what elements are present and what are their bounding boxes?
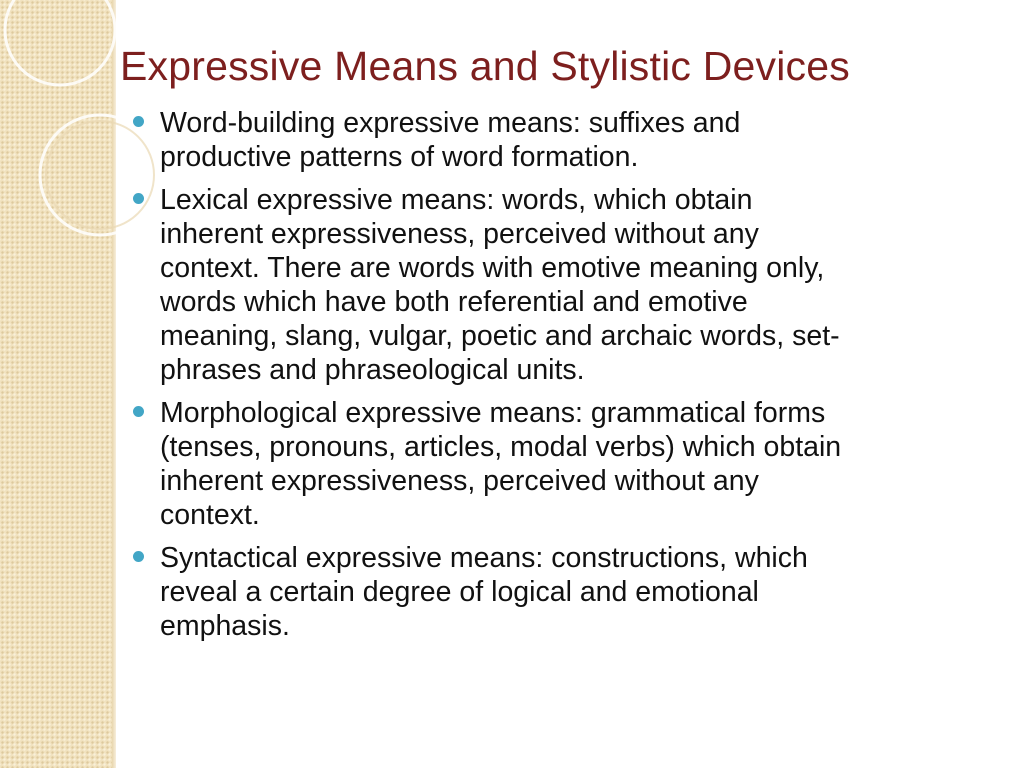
bullet-text: Word-building expressive means: suffixes and productive patterns of word formation. [160, 107, 741, 173]
bullet-text: Lexical expressive means: words, which obtain inherent expressiveness, perceived without any context. There are words with emotive meaning only, words which have both referential and emotive meaning, slang, vulgar, poetic and archaic words, set- phrases and phraseological units. [160, 184, 840, 386]
bullet-item-word-building [130, 106, 1000, 174]
bullet-list [130, 106, 1000, 652]
bullet-dot-icon [133, 116, 144, 127]
bullet-dot-icon [133, 551, 144, 562]
bullet-dot-icon [133, 406, 144, 417]
bullet-item-morphological [130, 396, 1000, 532]
decorative-circles [0, 0, 140, 260]
bullet-item-syntactical [130, 541, 1000, 643]
bullet-dot-icon [133, 193, 144, 204]
slide-title: Expressive Means and Stylistic Devices [120, 43, 850, 89]
bullet-text: Syntactical expressive means: constructions, which reveal a certain degree of logical and emotional emphasis. [160, 542, 808, 642]
bullet-item-lexical [130, 183, 1000, 387]
bullet-text: Morphological expressive means: grammatical forms (tenses, pronouns, articles, modal verbs) which obtain inherent expressiveness, perceived without any context. [160, 397, 842, 531]
